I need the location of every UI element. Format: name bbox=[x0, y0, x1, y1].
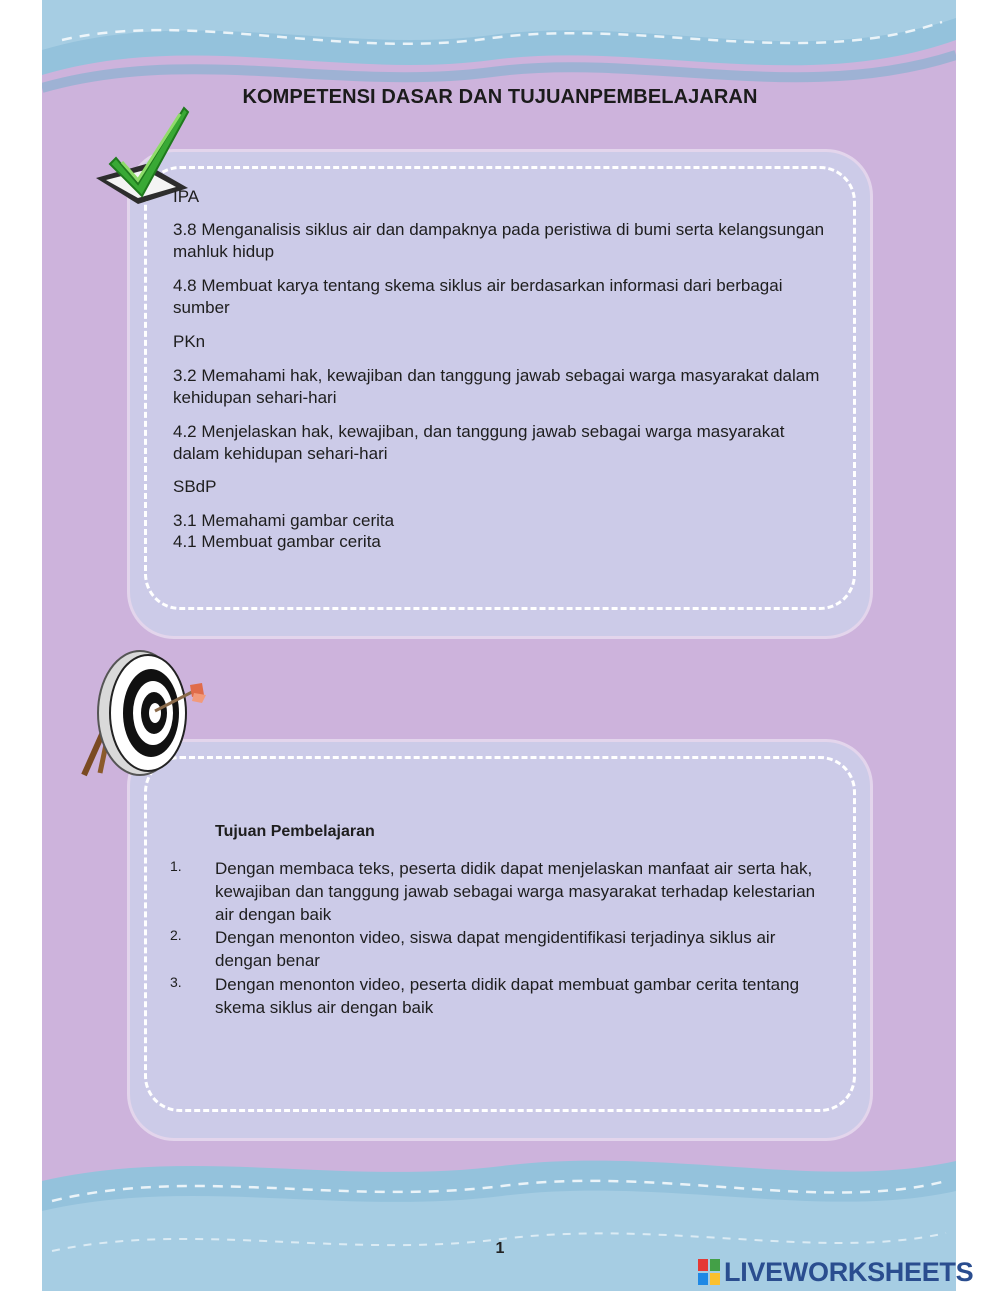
goal-number: 2. bbox=[170, 927, 182, 943]
pkn-label: PKn bbox=[173, 332, 206, 351]
liveworksheets-logo-icon bbox=[698, 1259, 720, 1285]
learning-goals-title: Tujuan Pembelajaran bbox=[215, 823, 375, 840]
ipa-label: IPA bbox=[173, 187, 200, 206]
liveworksheets-brand[interactable] bbox=[698, 1257, 973, 1287]
archery-target-icon bbox=[78, 645, 228, 780]
goal-text: Dengan menonton video, siswa dapat mengidentifikasi terjadinya siklus air dengan benar bbox=[215, 928, 776, 970]
competency-sbdp-4-1: 4.1 Membuat gambar cerita bbox=[173, 532, 381, 551]
page-title: KOMPETENSI DASAR DAN TUJUANPEMBELAJARAN bbox=[242, 86, 758, 108]
goal-text: Dengan membaca teks, peserta didik dapat menjelaskan manfaat air serta hak, kewajiban dan tanggung jawab sebagai warga masyarakat terhadap kelestarian air dengan baik bbox=[215, 859, 816, 924]
competency-sbdp-3-1: 3.1 Memahami gambar cerita bbox=[173, 511, 395, 530]
competency-pkn-3-2: 3.2 Memahami hak, kewajiban dan tanggung jawab sebagai warga masyarakat dalam kehidupan sehari-hari bbox=[173, 366, 820, 407]
goal-number: 3. bbox=[170, 974, 182, 990]
competency-ipa-4-8: 4.8 Membuat karya tentang skema siklus air berdasarkan informasi dari berbagai sumber bbox=[173, 276, 783, 317]
goal-text: Dengan menonton video, peserta didik dapat membuat gambar cerita tentang skema siklus air dengan baik bbox=[215, 975, 800, 1017]
competency-pkn-4-2: 4.2 Menjelaskan hak, kewajiban, dan tanggung jawab sebagai warga masyarakat dalam kehidupan sehari-hari bbox=[173, 422, 785, 463]
page-number: 1 bbox=[495, 1240, 505, 1257]
competency-ipa-3-8: 3.8 Menganalisis siklus air dan dampaknya pada peristiwa di bumi serta kelangsungan mahluk hidup bbox=[173, 220, 825, 261]
sbdp-label: SBdP bbox=[173, 477, 217, 496]
brand-name: LIVEWORKSHEETS bbox=[724, 1256, 974, 1287]
goal-number: 1. bbox=[170, 858, 182, 874]
